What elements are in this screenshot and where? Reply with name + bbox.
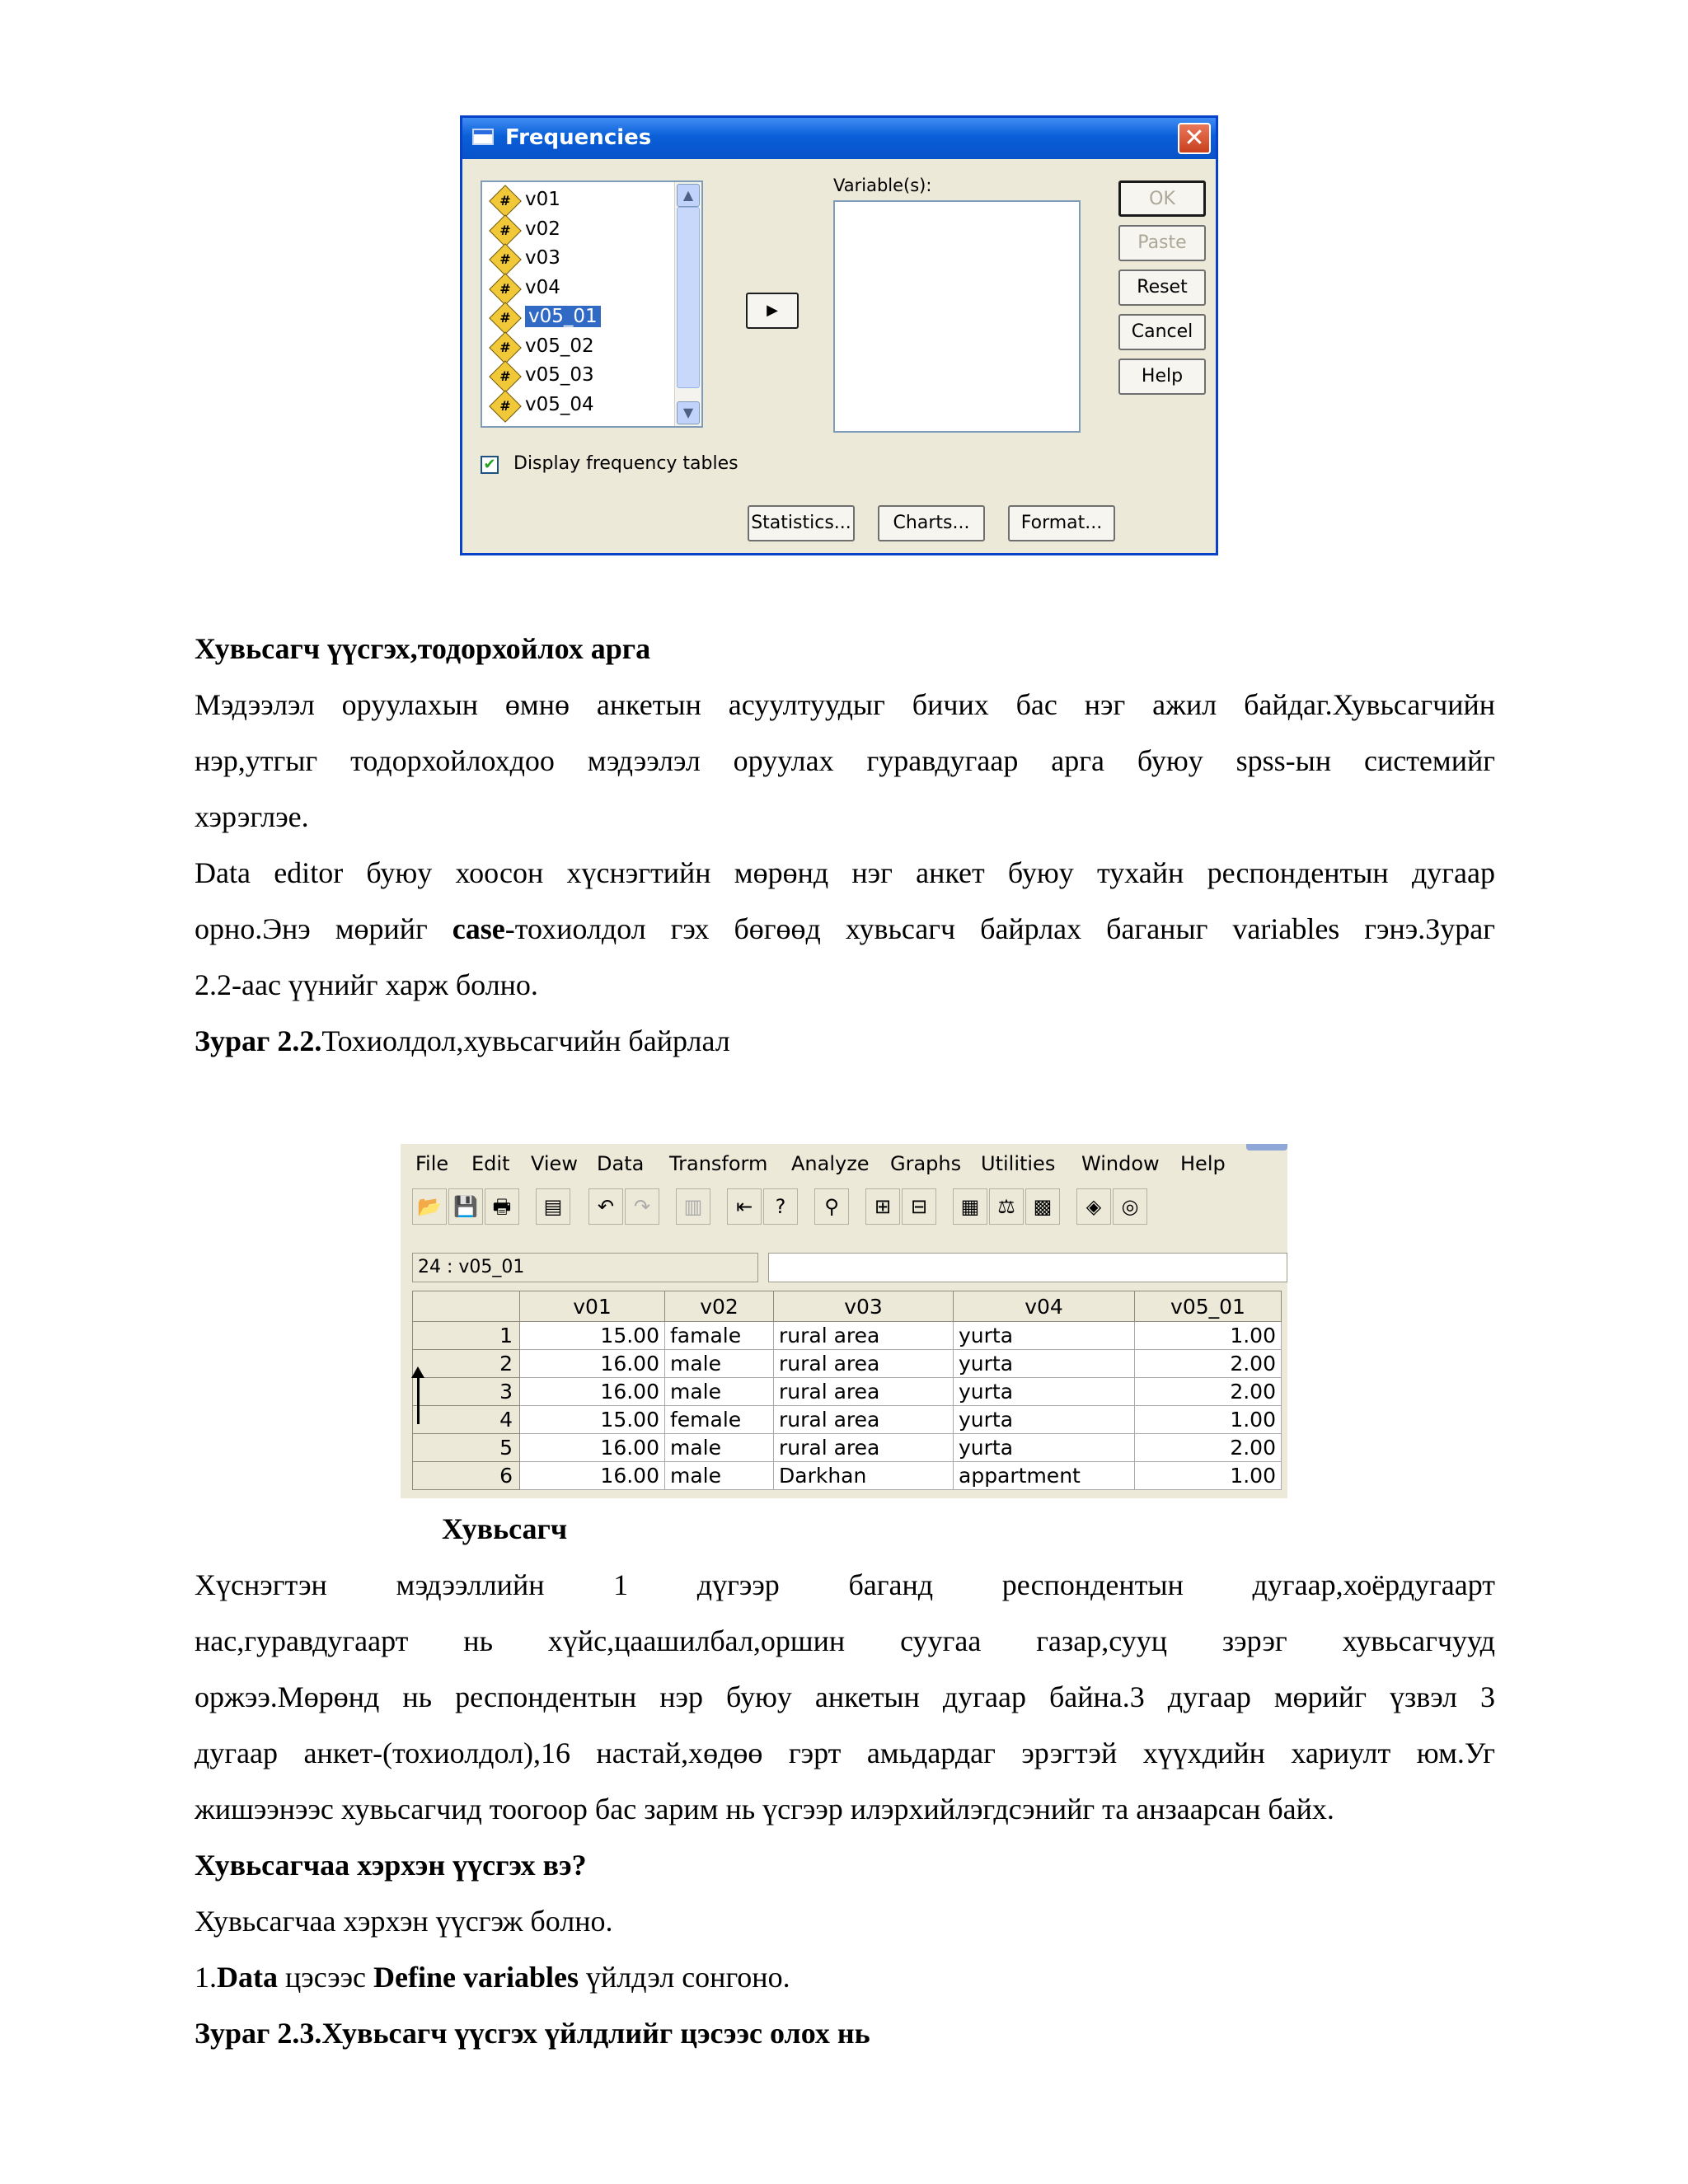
data-cell[interactable]: 1.00: [1135, 1322, 1282, 1350]
statistics-button[interactable]: Statistics...: [748, 505, 855, 541]
data-cell[interactable]: yurta: [954, 1406, 1135, 1434]
table-row: [413, 1378, 1282, 1406]
menu-bar: [401, 1144, 1287, 1180]
data-cell[interactable]: 2.00: [1135, 1378, 1282, 1406]
close-icon: ✕: [1184, 124, 1205, 152]
row-header[interactable]: 3: [413, 1378, 520, 1406]
row-header[interactable]: 2: [413, 1350, 520, 1378]
use-sets-icon[interactable]: ◎: [1113, 1188, 1147, 1225]
numeric-variable-icon: #: [489, 360, 522, 393]
cell-reference: 24 : v05_01: [412, 1253, 758, 1282]
table-row: [413, 1350, 1282, 1378]
data-cell[interactable]: male: [665, 1434, 774, 1462]
paragraph-line: дугаар анкет-(тохиолдол),16 настай,хөдөө гэрт амьдардаг эрэгтэй хүүхдийн хариулт юм.Уг: [195, 1736, 1495, 1769]
checkbox-label: Display frequency tables: [513, 453, 738, 474]
ok-button[interactable]: OK: [1118, 180, 1206, 217]
variable-item-v02[interactable]: # v02: [490, 215, 701, 245]
insert-variable-icon[interactable]: ⊟: [902, 1188, 936, 1225]
source-variable-list[interactable]: [481, 180, 703, 428]
menu-window[interactable]: Window: [1081, 1152, 1160, 1175]
section-heading: Хувьсагч үүсгэх,тодорхойлох арга: [195, 632, 651, 665]
numeric-variable-icon: #: [489, 331, 522, 364]
data-cell[interactable]: yurta: [954, 1350, 1135, 1378]
frequencies-dialog: [460, 115, 1218, 555]
paragraph-line: Хүснэгтэн мэдээллийн 1 дүгээр баганд респондентын дугаар,хоёрдугаарт: [195, 1568, 1495, 1601]
checkmark-icon: ✔: [483, 456, 496, 473]
paragraph-line: хэрэглэе.: [195, 800, 309, 833]
column-header[interactable]: v02: [665, 1291, 774, 1322]
row-header[interactable]: 4: [413, 1406, 520, 1434]
variable-caption: Хувьсагч: [442, 1512, 568, 1545]
column-header[interactable]: v01: [520, 1291, 665, 1322]
corner-cell[interactable]: [413, 1291, 520, 1322]
scroll-down-icon[interactable]: ▼: [677, 401, 700, 424]
cancel-button[interactable]: Cancel: [1118, 314, 1206, 350]
data-cell[interactable]: rural area: [774, 1322, 954, 1350]
charts-button[interactable]: Charts...: [878, 505, 985, 541]
data-cell[interactable]: rural area: [774, 1350, 954, 1378]
variables-info-icon[interactable]: ?: [763, 1188, 798, 1225]
scroll-thumb[interactable]: [677, 207, 700, 388]
help-button[interactable]: Help: [1118, 359, 1206, 395]
arrow-right-icon: ▶: [767, 302, 778, 319]
menu-transform[interactable]: Transform: [669, 1152, 768, 1175]
toolbar: [412, 1188, 1287, 1226]
variable-item-v05-03[interactable]: # v05_03: [490, 361, 701, 391]
find-icon[interactable]: ⚲: [814, 1188, 849, 1225]
goto-chart-icon[interactable]: ▥: [676, 1188, 710, 1225]
data-cell[interactable]: Darkhan: [774, 1462, 954, 1490]
menu-data[interactable]: Data: [597, 1152, 645, 1175]
numeric-variable-icon: #: [489, 302, 522, 335]
variable-item-v04[interactable]: # v04: [490, 274, 701, 303]
split-file-icon[interactable]: ▦: [953, 1188, 987, 1225]
print-icon[interactable]: 🖶: [485, 1188, 519, 1225]
table-row: [413, 1406, 1282, 1434]
data-cell[interactable]: 16.00: [520, 1462, 665, 1490]
data-cell[interactable]: 16.00: [520, 1378, 665, 1406]
data-cell[interactable]: male: [665, 1462, 774, 1490]
data-cell[interactable]: rural area: [774, 1434, 954, 1462]
paragraph-line: оржээ.Мөрөнд нь респондентын нэр буюу анкетын дугаар байна.3 дугаар мөрийг үзвэл 3: [195, 1680, 1495, 1713]
numeric-variable-icon: #: [489, 390, 522, 423]
row-header[interactable]: 5: [413, 1434, 520, 1462]
data-cell[interactable]: yurta: [954, 1322, 1135, 1350]
step-line: 1.Data цэсээс Define variables үйлдэл сонгоно.: [195, 1961, 790, 1994]
data-cell[interactable]: 15.00: [520, 1406, 665, 1434]
column-header[interactable]: v03: [774, 1291, 954, 1322]
paragraph-line: орно.Энэ мөрийг case-тохиолдол гэх бөгөөд хувьсагч байрлах баганыг variables гэнэ.Зураг: [195, 912, 1496, 945]
variable-item-v05-04[interactable]: # v05_04: [490, 391, 701, 420]
data-cell[interactable]: yurta: [954, 1434, 1135, 1462]
figure-caption: Зураг 2.3.Хувьсагч үүсгэх үйлдлийг цэсээс олох нь: [195, 2017, 870, 2050]
list-scrollbar[interactable]: [674, 182, 701, 426]
data-cell[interactable]: 2.00: [1135, 1434, 1282, 1462]
goto-case-icon[interactable]: ⇤: [727, 1188, 762, 1225]
data-grid: [412, 1291, 1282, 1490]
table-row: [413, 1462, 1282, 1490]
data-cell[interactable]: female: [665, 1406, 774, 1434]
scroll-up-icon[interactable]: ▲: [677, 184, 700, 207]
paste-button[interactable]: Paste: [1118, 225, 1206, 261]
dialog-title: Frequencies: [505, 125, 652, 150]
case-arrow-icon: [417, 1376, 420, 1424]
undo-icon[interactable]: ↶: [588, 1188, 623, 1225]
menu-help[interactable]: Help: [1180, 1152, 1226, 1175]
data-cell[interactable]: yurta: [954, 1378, 1135, 1406]
format-button[interactable]: Format...: [1008, 505, 1115, 541]
paragraph-line: жишээнээс хувьсагчид тоогоор бас зарим нь үсгээр илэрхийлэгдсэнийг та анзаарсан байх.: [195, 1793, 1334, 1825]
numeric-variable-icon: #: [489, 185, 522, 218]
dialog-recall-icon[interactable]: ▤: [536, 1188, 570, 1225]
data-cell[interactable]: 15.00: [520, 1322, 665, 1350]
column-header[interactable]: v05_01: [1135, 1291, 1282, 1322]
weight-cases-icon[interactable]: ⚖: [989, 1188, 1024, 1225]
variable-item-v05-01-selected[interactable]: # v05_01: [490, 302, 701, 332]
target-variable-list[interactable]: [833, 200, 1081, 433]
data-cell[interactable]: male: [665, 1350, 774, 1378]
menu-edit[interactable]: Edit: [471, 1152, 510, 1175]
data-cell[interactable]: 1.00: [1135, 1406, 1282, 1434]
numeric-variable-icon: #: [489, 273, 522, 306]
data-cell[interactable]: 16.00: [520, 1434, 665, 1462]
paragraph-line: 2.2-аас үүнийг харж болно.: [195, 968, 538, 1001]
menu-file[interactable]: File: [415, 1152, 449, 1175]
numeric-variable-icon: #: [489, 214, 522, 247]
window-icon: [472, 129, 494, 145]
menu-analyze[interactable]: Analyze: [791, 1152, 870, 1175]
cell-value-editor[interactable]: [768, 1253, 1287, 1282]
select-cases-icon[interactable]: ▩: [1025, 1188, 1060, 1225]
target-list-label: Variable(s):: [833, 176, 932, 195]
figure-caption: Зураг 2.2.Тохиолдол,хувьсагчийн байрлал: [195, 1024, 730, 1057]
data-cell[interactable]: 1.00: [1135, 1462, 1282, 1490]
save-icon[interactable]: 💾: [448, 1188, 483, 1225]
spss-data-editor: [401, 1144, 1287, 1498]
variable-item-v03[interactable]: # v03: [490, 244, 701, 274]
column-header[interactable]: v04: [954, 1291, 1135, 1322]
paragraph-line: нэр,утгыг тодорхойлохдоо мэдээлэл оруулах гуравдугаар арга буюу spss-ын системийг: [195, 744, 1495, 777]
close-button[interactable]: [1178, 123, 1211, 154]
value-labels-icon[interactable]: ◈: [1076, 1188, 1111, 1225]
data-cell[interactable]: appartment: [954, 1462, 1135, 1490]
paragraph-line: Хувьсагчаа хэрхэн үүсгэж болно.: [195, 1905, 613, 1938]
insert-case-icon[interactable]: ⊞: [865, 1188, 900, 1225]
reset-button[interactable]: Reset: [1118, 269, 1206, 306]
menu-graphs[interactable]: Graphs: [890, 1152, 962, 1175]
data-cell[interactable]: male: [665, 1378, 774, 1406]
open-icon[interactable]: 📂: [412, 1188, 447, 1225]
data-cell[interactable]: famale: [665, 1322, 774, 1350]
row-header[interactable]: 1: [413, 1322, 520, 1350]
paragraph-line: Data editor буюу хоосон хүснэгтийн мөрөнд нэг анкет буюу тухайн респондентын дугаар: [195, 856, 1495, 889]
numeric-variable-icon: #: [489, 243, 522, 276]
menu-view[interactable]: View: [531, 1152, 578, 1175]
variable-item-v05-02[interactable]: # v05_02: [490, 332, 701, 362]
redo-icon[interactable]: ↷: [625, 1188, 659, 1225]
row-header[interactable]: 6: [413, 1462, 520, 1490]
paragraph-line: нас,гуравдугаарт нь хүйс,цаашилбал,оршин суугаа газар,сууц зэрэг хувьсагчууд: [195, 1624, 1495, 1657]
section-heading: Хувьсагчаа хэрхэн үүсгэх вэ?: [195, 1849, 587, 1882]
paragraph-line: Мэдээлэл оруулахын өмнө анкетын асуултуудыг бичих бас нэг ажил байдаг.Хувьсагчийн: [195, 688, 1495, 721]
menu-utilities[interactable]: Utilities: [981, 1152, 1056, 1175]
data-cell[interactable]: rural area: [774, 1378, 954, 1406]
display-frequency-tables-checkbox[interactable]: [481, 456, 499, 474]
data-cell[interactable]: 16.00: [520, 1350, 665, 1378]
data-cell[interactable]: 2.00: [1135, 1350, 1282, 1378]
variable-item-v01[interactable]: # v01: [490, 185, 701, 215]
table-row: [413, 1322, 1282, 1350]
data-cell[interactable]: rural area: [774, 1406, 954, 1434]
table-row: [413, 1434, 1282, 1462]
case-term: case: [452, 912, 505, 945]
dialog-titlebar[interactable]: [462, 118, 1216, 159]
move-variable-button[interactable]: [746, 293, 799, 329]
